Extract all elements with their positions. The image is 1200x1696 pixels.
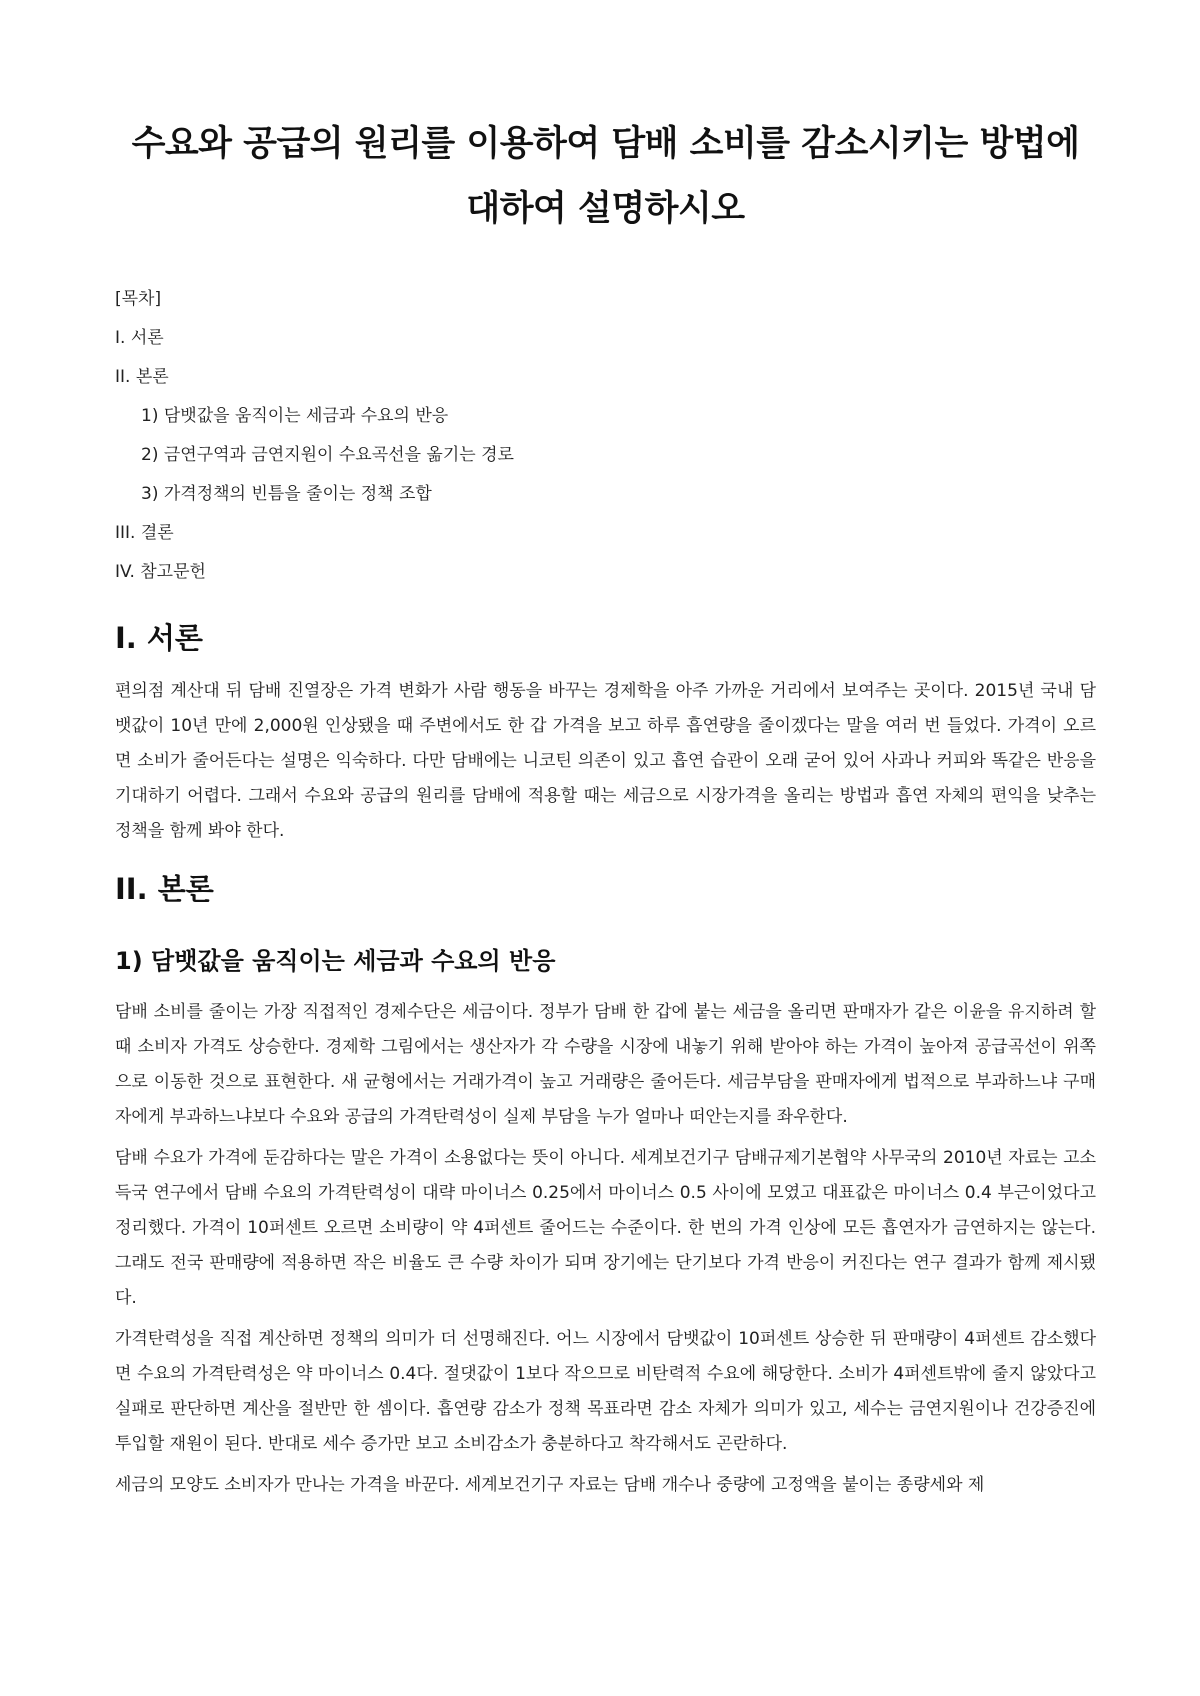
body-paragraph-4: 세금의 모양도 소비자가 만나는 가격을 바꾼다. 세계보건기구 자료는 담배 개수나 중량에 고정액을 붙이는 종량세와 제 bbox=[115, 1475, 985, 1495]
toc-item-body-3: 3) 가격정책의 빈틈을 줄이는 정책 조합 bbox=[141, 484, 432, 504]
subsection-heading-1: 1) 담뱃값을 움직이는 세금과 수요의 반응 bbox=[115, 947, 556, 975]
body-paragraph-1: 담배 소비를 줄이는 가장 직접적인 경제수단은 세금이다. 정부가 담배 한 갑에 붙는 세금을 올리면 판매자가 같은 이윤을 유지하려 할 때 소비자 가격도 상승한다. 경제학 그림에서는 생산자가 각 수량을 시장에 내놓기 위해 받아야 하는 가격이 높아져 공급곡선이 위쪽으로 이동한 것으로 표현한다. 새 균형에서는 거래가격이 높고 거래량은 줄어든다. 세금부담을 판매자에게 법적으로 부과하느냐 구매자에게 부과하느냐보다 수요와 공급의 가격탄력성이 실제 부담을 누가 얼마나 떠안는지를 좌우한다. bbox=[115, 1002, 1096, 1127]
intro-paragraph: 편의점 계산대 뒤 담배 진열장은 가격 변화가 사람 행동을 바꾸는 경제학을 아주 가까운 거리에서 보여주는 곳이다. 2015년 국내 담뱃값이 10년 만에 2,000원 인상됐을 때 주변에서도 한 갑 가격을 보고 하루 흡연량을 줄이겠다는 말을 여러 번 들었다. 가격이 오르면 소비가 줄어든다는 설명은 익숙하다. 다만 담배에는 니코틴 의존이 있고 흡연 습관이 오래 굳어 있어 사과나 커피와 똑같은 반응을 기대하기 어렵다. 그래서 수요와 공급의 원리를 담배에 적용할 때는 세금으로 시장가격을 올리는 방법과 흡연 자체의 편익을 낮추는 정책을 함께 봐야 한다. bbox=[115, 681, 1096, 841]
toc-item-conclusion: III. 결론 bbox=[115, 523, 174, 543]
toc-item-intro: I. 서론 bbox=[115, 328, 164, 348]
toc-item-references: IV. 참고문헌 bbox=[115, 562, 206, 582]
toc-item-body-1: 1) 담뱃값을 움직이는 세금과 수요의 반응 bbox=[141, 406, 449, 426]
body-paragraph-2: 담배 수요가 가격에 둔감하다는 말은 가격이 소용없다는 뜻이 아니다. 세계보건기구 담배규제기본협약 사무국의 2010년 자료는 고소득국 연구에서 담배 수요의 가격탄력성이 대략 마이너스 0.25에서 마이너스 0.5 사이에 모였고 대표값은 마이너스 0.4 부근이었다고 정리했다. 가격이 10퍼센트 오르면 소비량이 약 4퍼센트 줄어드는 수준이다. 한 번의 가격 인상에 모든 흡연자가 금연하지는 않는다. 그래도 전국 판매량에 적용하면 작은 비율도 큰 수량 차이가 되며 장기에는 단기보다 가격 반응이 커진다는 연구 결과가 함께 제시됐다. bbox=[115, 1148, 1096, 1308]
body-paragraph-3: 가격탄력성을 직접 계산하면 정책의 의미가 더 선명해진다. 어느 시장에서 담뱃값이 10퍼센트 상승한 뒤 판매량이 4퍼센트 감소했다면 수요의 가격탄력성은 약 마이너스 0.4다. 절댓값이 1보다 작으므로 비탄력적 수요에 해당한다. 소비가 4퍼센트밖에 줄지 않았다고 실패로 판단하면 계산을 절반만 한 셈이다. 흡연량 감소가 정책 목표라면 감소 자체가 의미가 있고, 세수는 금연지원이나 건강증진에 투입할 재원이 된다. 반대로 세수 증가만 보고 소비감소가 충분하다고 착각해서도 곤란하다. bbox=[115, 1329, 1096, 1454]
section-heading-body: II. 본론 bbox=[115, 872, 214, 906]
toc-item-body-2: 2) 금연구역과 금연지원이 수요곡선을 옮기는 경로 bbox=[141, 445, 514, 465]
toc-heading: [목차] bbox=[115, 289, 162, 309]
table-of-contents bbox=[115, 280, 1096, 592]
section-heading-intro: I. 서론 bbox=[115, 621, 203, 655]
document-title: 수요와 공급의 원리를 이용하여 담배 소비를 감소시키는 방법에 대하여 설명하시오 bbox=[131, 124, 1080, 229]
toc-item-body: II. 본론 bbox=[115, 367, 169, 387]
